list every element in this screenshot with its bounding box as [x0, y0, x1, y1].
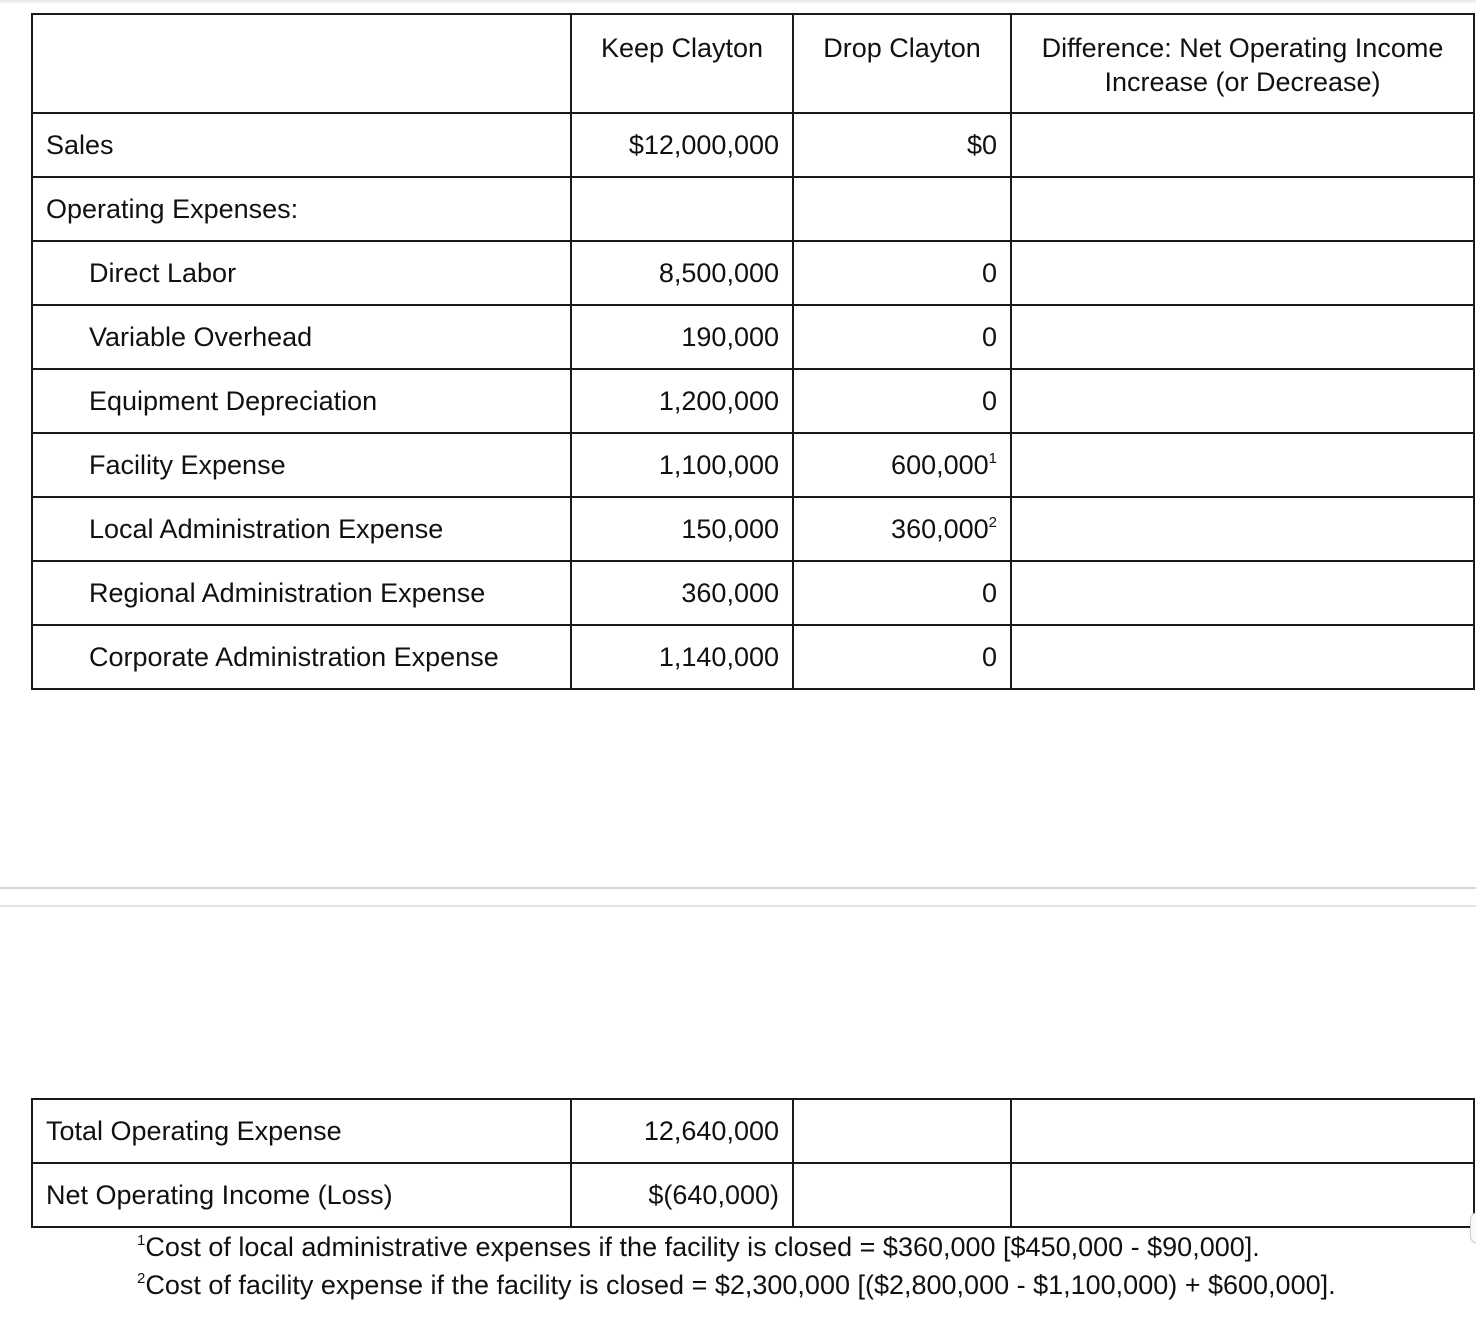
table-row	[32, 241, 1474, 305]
difference-input-cell[interactable]	[1011, 241, 1474, 305]
totals-table	[31, 1098, 1475, 1228]
keep-value: 8,500,000	[571, 241, 793, 305]
drop-value	[793, 497, 1011, 561]
table-row	[32, 1163, 1474, 1227]
difference-input-cell[interactable]	[1011, 113, 1474, 177]
difference-input-cell[interactable]	[1011, 1099, 1474, 1163]
table-row	[32, 561, 1474, 625]
drop-value: 0	[793, 561, 1011, 625]
difference-input-cell[interactable]	[1011, 497, 1474, 561]
keep-value: 1,100,000	[571, 433, 793, 497]
drop-value: 0	[793, 305, 1011, 369]
footnote-text: Cost of local administrative expenses if the facility is closed = $360,000 [$450,000 - $90,000].	[145, 1232, 1260, 1262]
table-row	[32, 1099, 1474, 1163]
comparison-table	[31, 13, 1475, 690]
keep-value: 150,000	[571, 497, 793, 561]
footnote-2	[137, 1266, 1377, 1304]
drop-value-text: 600,000	[891, 449, 989, 480]
row-label: Regional Administration Expense	[32, 561, 571, 625]
difference-input-cell[interactable]	[1011, 369, 1474, 433]
keep-value: $(640,000)	[571, 1163, 793, 1227]
difference-input-cell[interactable]	[1011, 625, 1474, 689]
drop-value	[793, 177, 1011, 241]
difference-input-cell[interactable]	[1011, 433, 1474, 497]
table-row	[32, 305, 1474, 369]
header-difference: Difference: Net Operating Income Increase (or Decrease)	[1011, 14, 1474, 113]
footnotes	[137, 1228, 1377, 1304]
scroll-handle[interactable]	[1470, 1212, 1476, 1244]
keep-value: 1,140,000	[571, 625, 793, 689]
row-label: Corporate Administration Expense	[32, 625, 571, 689]
drop-value: 0	[793, 625, 1011, 689]
row-label: Equipment Depreciation	[32, 369, 571, 433]
footnote-marker: 2	[137, 1270, 146, 1287]
header-drop-clayton: Drop Clayton	[793, 14, 1011, 113]
top-edge-shadow	[0, 0, 1476, 4]
keep-value	[571, 177, 793, 241]
header-keep-clayton: Keep Clayton	[571, 14, 793, 113]
table-header-row	[32, 14, 1474, 113]
difference-input-cell[interactable]	[1011, 561, 1474, 625]
keep-value: $12,000,000	[571, 113, 793, 177]
keep-value: 360,000	[571, 561, 793, 625]
difference-input-cell[interactable]	[1011, 305, 1474, 369]
keep-value: 190,000	[571, 305, 793, 369]
footnote-ref: 1	[988, 449, 997, 467]
row-label: Operating Expenses:	[32, 177, 571, 241]
row-label: Variable Overhead	[32, 305, 571, 369]
difference-input-cell[interactable]	[1011, 1163, 1474, 1227]
table-row	[32, 625, 1474, 689]
row-label: Local Administration Expense	[32, 497, 571, 561]
table-row	[32, 177, 1474, 241]
drop-input-cell[interactable]	[793, 1163, 1011, 1227]
difference-input-cell[interactable]	[1011, 177, 1474, 241]
section-divider	[0, 905, 1476, 907]
table-row	[32, 369, 1474, 433]
drop-value: $0	[793, 113, 1011, 177]
keep-value: 12,640,000	[571, 1099, 793, 1163]
header-blank-cell	[32, 14, 571, 113]
keep-value: 1,200,000	[571, 369, 793, 433]
table-row	[32, 433, 1474, 497]
drop-value-text: 360,000	[891, 513, 989, 544]
row-label: Total Operating Expense	[32, 1099, 571, 1163]
footnote-text: Cost of facility expense if the facility is closed = $2,300,000 [($2,800,000 - $1,100,000) + $600,000].	[145, 1270, 1336, 1300]
section-divider	[0, 887, 1476, 889]
drop-input-cell[interactable]	[793, 1099, 1011, 1163]
drop-value	[793, 433, 1011, 497]
row-label: Facility Expense	[32, 433, 571, 497]
table-row	[32, 113, 1474, 177]
footnote-marker: 1	[137, 1232, 146, 1249]
footnote-1	[137, 1228, 1377, 1266]
row-label: Sales	[32, 113, 571, 177]
drop-value: 0	[793, 241, 1011, 305]
row-label: Net Operating Income (Loss)	[32, 1163, 571, 1227]
drop-value: 0	[793, 369, 1011, 433]
row-label: Direct Labor	[32, 241, 571, 305]
table-row	[32, 497, 1474, 561]
footnote-ref: 2	[988, 513, 997, 531]
